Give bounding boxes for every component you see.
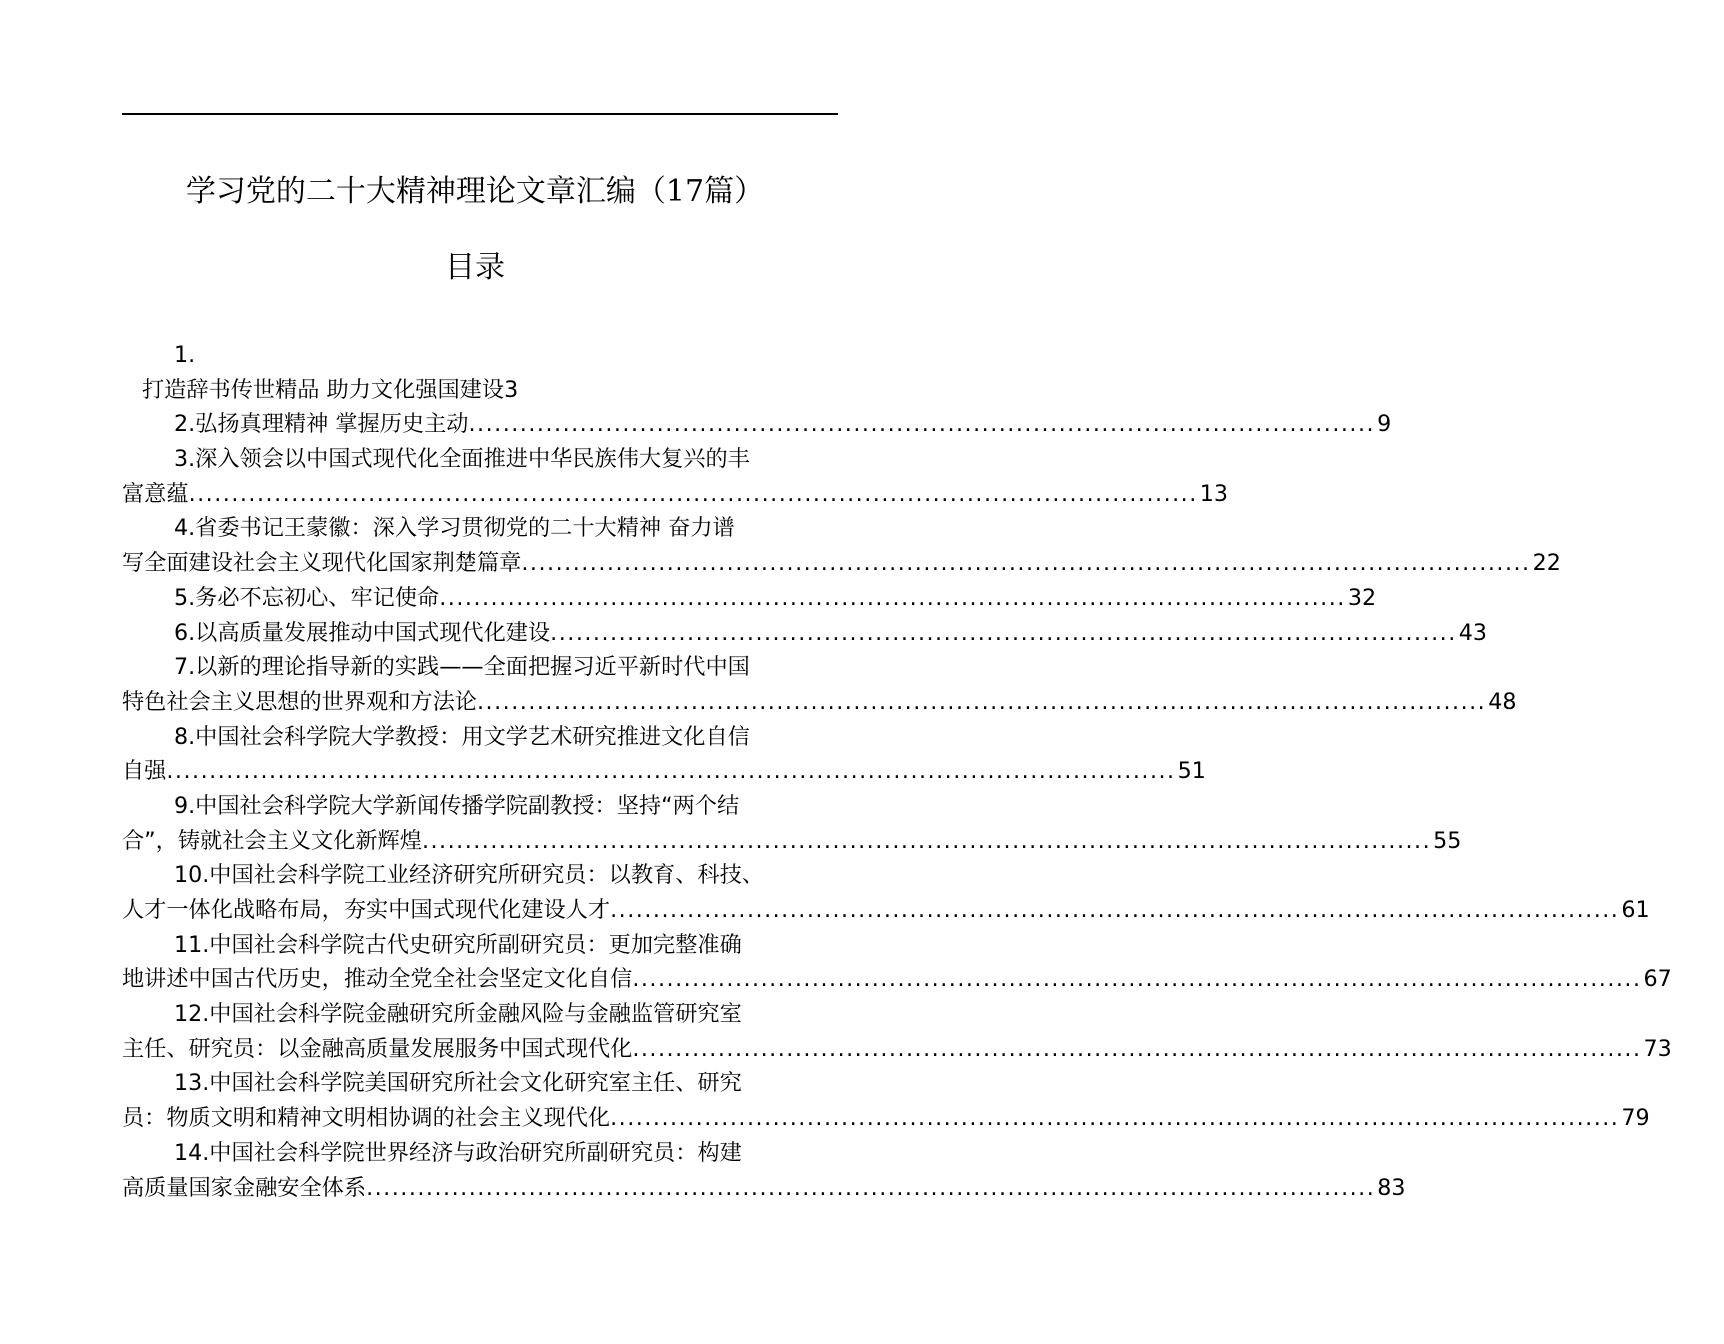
toc-item-number: 8. — [174, 723, 196, 750]
toc-item-13-continued[interactable] — [122, 1101, 1650, 1136]
toc-item-title-continued: 特色社会主义思想的世界观和方法论 — [122, 688, 477, 715]
toc-item-page: 79 — [1621, 1105, 1650, 1132]
toc-item-5[interactable] — [122, 581, 1377, 616]
toc-item-4-continued[interactable] — [122, 546, 1561, 581]
toc-item-title: 务必不忘初心、牢记使命 — [195, 584, 440, 611]
toc-item-title: 省委书记王蒙徽：深入学习贯彻党的二十大精神 奋力谱 — [195, 515, 735, 542]
toc-item-number: 7. — [174, 654, 196, 681]
toc-item-10-continued[interactable] — [122, 893, 1650, 928]
toc-item-page: 51 — [1177, 758, 1206, 785]
toc-item-number: 14. — [174, 1139, 210, 1166]
toc-leader-dots: .......................................................................................................... — [550, 619, 1457, 646]
toc-item-9[interactable] — [122, 789, 838, 824]
title-suffix: 篇） — [704, 174, 765, 209]
toc-heading: 目录 — [445, 250, 505, 285]
toc-leader-dots: ...................................................................................................................... — [477, 688, 1487, 715]
toc-item-2[interactable] — [122, 407, 1392, 442]
document-title — [0, 172, 950, 212]
toc-item-page: 73 — [1643, 1035, 1672, 1062]
toc-item-7[interactable] — [122, 650, 838, 685]
toc-leader-dots: ...................................................................................................................... — [366, 1174, 1376, 1201]
toc-item-number: 13. — [174, 1070, 210, 1097]
header-rule — [122, 113, 838, 115]
toc-item-14[interactable] — [122, 1136, 838, 1171]
toc-item-number: 12. — [174, 1001, 210, 1028]
toc-item-page: 67 — [1643, 966, 1672, 993]
toc-item-title: 中国社会科学院工业经济研究所研究员：以教育、科技、 — [209, 862, 764, 889]
toc-item-number: 2. — [174, 411, 196, 438]
toc-item-4[interactable] — [122, 511, 838, 546]
toc-item-title: 中国社会科学院大学教授：用文学艺术研究推进文化自信 — [195, 723, 750, 750]
toc-item-11[interactable] — [122, 928, 838, 963]
toc-item-number: 5. — [174, 584, 196, 611]
toc-item-title: 打造辞书传世精品 助力文化强国建设 — [142, 376, 505, 403]
toc-leader-dots: .......................................................................................................... — [439, 584, 1346, 611]
toc-item-title: 中国社会科学院古代史研究所副研究员：更加完整准确 — [209, 931, 742, 958]
toc-item-title: 中国社会科学院世界经济与政治研究所副研究员：构建 — [209, 1139, 742, 1166]
toc-item-title-continued: 高质量国家金融安全体系 — [122, 1174, 367, 1201]
toc-item-number: 1. — [174, 342, 196, 368]
toc-leader-dots: ...................................................................................................................... — [610, 1105, 1620, 1132]
toc-leader-dots: ...................................................................................................................... — [188, 480, 1198, 507]
toc-item-6[interactable] — [122, 616, 1487, 651]
title-main: 学习党的二十大精神理论文章汇编（ — [185, 174, 666, 209]
toc-item-7-continued[interactable] — [122, 685, 1517, 720]
toc-item-page: 22 — [1532, 550, 1561, 577]
toc-item-number: 10. — [174, 862, 210, 889]
table-of-contents — [122, 338, 1672, 1205]
toc-item-9-continued[interactable] — [122, 824, 1462, 859]
toc-item-14-continued[interactable] — [122, 1171, 1406, 1206]
toc-item-3[interactable] — [122, 442, 838, 477]
toc-leader-dots: ...................................................................................................................... — [632, 1035, 1642, 1062]
toc-item-title-continued: 富意蕴 — [122, 480, 189, 507]
toc-item-number: 4. — [174, 515, 196, 542]
toc-item-title-continued: 员：物质文明和精神文明相协调的社会主义现代化 — [122, 1105, 611, 1132]
toc-item-number: 11. — [174, 931, 210, 958]
toc-item-title: 中国社会科学院美国研究所社会文化研究室主任、研究 — [209, 1070, 742, 1097]
toc-item-12[interactable] — [122, 997, 838, 1032]
toc-item-page: 9 — [1377, 411, 1392, 438]
toc-item-title: 以高质量发展推动中国式现代化建设 — [195, 619, 551, 646]
toc-item-title-continued: 自强 — [122, 758, 167, 785]
toc-item-page: 3 — [504, 376, 519, 403]
toc-leader-dots: ...................................................................................................................... — [166, 758, 1176, 785]
toc-leader-dots: .......................................................................................................... — [468, 411, 1376, 438]
toc-item-title: 以新的理论指导新的实践——全面把握习近平新时代中国 — [195, 654, 750, 681]
toc-leader-dots: ...................................................................................................................... — [421, 827, 1432, 854]
toc-item-title-continued: 主任、研究员：以金融高质量发展服务中国式现代化 — [122, 1035, 633, 1062]
toc-item-page: 43 — [1458, 619, 1487, 646]
toc-item-page: 48 — [1488, 688, 1517, 715]
toc-item-3-continued[interactable] — [122, 477, 1229, 512]
toc-leader-dots: ...................................................................................................................... — [521, 550, 1531, 577]
toc-item-page: 83 — [1377, 1174, 1406, 1201]
toc-item-1-number-line — [122, 338, 838, 373]
toc-item-page: 13 — [1199, 480, 1229, 507]
toc-item-title-continued: 地讲述中国古代历史，推动全党全社会坚定文化自信 — [122, 966, 633, 993]
toc-item-page: 32 — [1347, 584, 1377, 611]
toc-item-11-continued[interactable] — [122, 962, 1672, 997]
toc-item-title: 深入领会以中国式现代化全面推进中华民族伟大复兴的丰 — [195, 446, 750, 473]
toc-item-page: 61 — [1621, 897, 1650, 923]
toc-item-8[interactable] — [122, 720, 838, 755]
toc-item-number: 9. — [174, 792, 196, 819]
toc-leader-dots: ...................................................................................................................... — [632, 966, 1642, 993]
toc-item-10[interactable] — [122, 858, 838, 893]
toc-item-title-continued: 人才一体化战略布局，夯实中国式现代化建设人才 — [122, 897, 611, 923]
title-count: 17 — [665, 174, 705, 209]
toc-item-1[interactable] — [122, 373, 838, 408]
toc-item-13[interactable] — [122, 1066, 838, 1101]
toc-item-page: 55 — [1433, 827, 1462, 854]
toc-item-number: 6. — [174, 619, 196, 646]
toc-item-number: 3. — [174, 446, 196, 473]
toc-item-title-continued: 合”，铸就社会主义文化新辉煌 — [122, 827, 422, 854]
toc-item-title-continued: 写全面建设社会主义现代化国家荆楚篇章 — [122, 550, 522, 577]
toc-item-title: 中国社会科学院大学新闻传播学院副教授：坚持“两个结 — [195, 792, 740, 819]
toc-leader-dots: ...................................................................................................................... — [610, 897, 1620, 923]
toc-item-12-continued[interactable] — [122, 1032, 1672, 1067]
toc-item-title: 弘扬真理精神 掌握历史主动 — [195, 411, 469, 438]
toc-item-title: 中国社会科学院金融研究所金融风险与金融监管研究室 — [209, 1001, 742, 1028]
toc-item-8-continued[interactable] — [122, 754, 1206, 789]
